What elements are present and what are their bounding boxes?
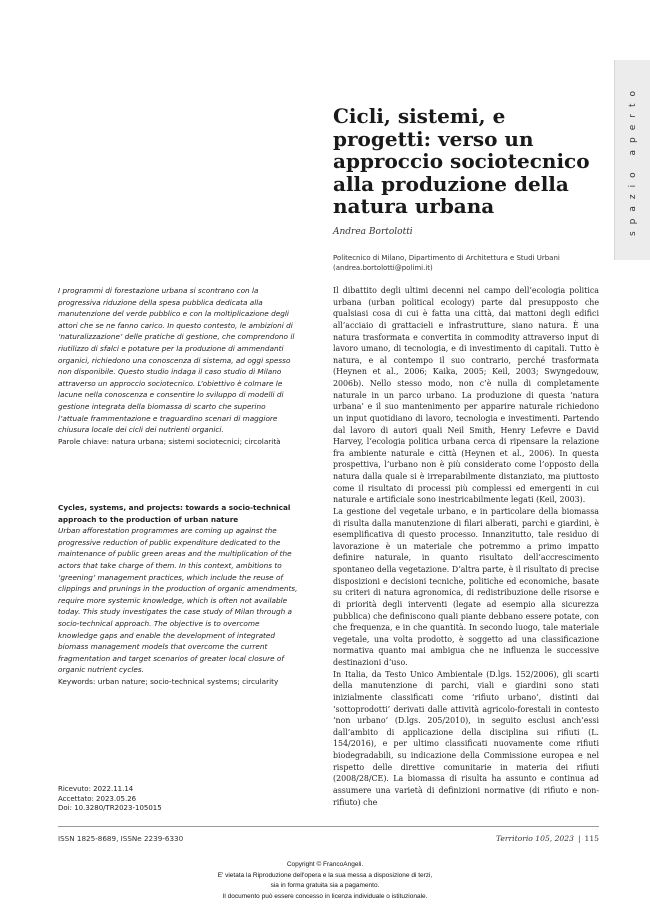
copyright-line: Copyright © FrancoAngeli. [286, 861, 364, 868]
affiliation-line: Politecnico di Milano, Dipartimento di Architettura e Studi Urbani [333, 254, 560, 262]
copyright-line: E' vietata la Riproduzione dell'opera e la sua messa a disposizione di terzi, [217, 871, 433, 879]
body-paragraph: La gestione del vegetale urbano, e in particolare della biomassa di risulta dalla manutenzione di filari alberati, parchi e giardini, è esemplificativa di questo processo. Innanzitutto, tale residuo di lavorazione è un materiale che potremmo a primo impatto definire naturale, in quanto risultato dell’accrescimento spontaneo della vegetazione. D’altra parte, è il risultato di precise disposizioni e decisioni tecniche, politiche ed economiche, basate su criteri di natura agronomica, di redistribuzione delle risorse e di priorità degli interventi (legate ad esempio alla sicurezza pubblica) che definiscono quali piante debbano essere potate, con che frequenza, e in che quantità. In secondo luogo, tale materiale vegetale, una volta prodotto, è soggetto ad una classificazione normativa quanto mai ambigua che ne influenza le successive destinazioni d’uso. [333, 506, 599, 667]
doi: Doi: 10.3280/TR2023-105015 [58, 804, 162, 812]
keywords-english-label: Keywords: [58, 676, 96, 686]
keywords-italian-label: Parole chiave: [58, 436, 110, 446]
keywords-italian-values: natura urbana; sistemi sociotecnici; circolarità [111, 436, 281, 446]
received-date: Ricevuto: 2022.11.14 [58, 785, 134, 793]
submission-info [58, 785, 298, 814]
abstract-english-body: Urban afforestation programmes are coming up against the progressive reduction of public expenditure dedicated to the maintenance of public green areas and the multiplication of the actors that take charge of them. In this context, ambitions to ‘greening’ management practices, which include the reuse of clippings and prunings in the production of organic amendments, require more systemic knowledge, which is often not available today. This study investigates the case study of Milan through a socio-technical approach. The objective is to overcome knowledge gaps and enable the development of integrated biomass management models that overcome the current fragmentation and target scenarios of greater local closure of organic nutrient cycles. [58, 526, 298, 675]
affiliation-email: (andrea.bortolotti@polimi.it) [333, 263, 433, 272]
abstract-english [58, 502, 298, 688]
copyright-line: Il documento può essere concesso in licenza individuale o istituzionale. [222, 892, 428, 900]
page-number: 115 [584, 834, 599, 843]
author-affiliation [333, 254, 603, 273]
footer-citation [496, 834, 599, 843]
author-name: Andrea Bortolotti [333, 227, 413, 237]
journal-name: Territorio 105, 2023 [495, 834, 574, 843]
footer-separator: | [577, 834, 581, 843]
section-tab [614, 60, 650, 260]
copyright-notice [0, 860, 650, 902]
keywords-english [58, 676, 298, 688]
abstract-english-title: Cycles, systems, and projects: towards a socio-technical approach to the production of urban nature [58, 503, 291, 524]
body-paragraph: In Italia, da Testo Unico Ambientale (D.lgs. 152/2006), gli scarti della manutenzione di parchi, viali e giardini sono stati inizialmente classificati come ‘rifiuto urbano’, distinti dai ‘sottoprodotti’ derivati dalle attività agricolo-forestali in contesto ‘non urbano’ (D.lgs. 205/2010), in seguito esclusi anch’essi dall’ambito di applicazione della disciplina sui rifiuti (L. 154/2016), e per ultimo classificati nuovamente come rifiuti biodegradabili, su indicazione della Commissione europea e nel rispetto delle direttive comunitarie in materia dei rifiuti (2008/28/CE). La biomassa di risulta ha assunto e continua ad assumere una varietà di definizioni normative (di rifiuto e non-rifiuto) che [333, 669, 599, 807]
article-body [333, 285, 599, 813]
body-paragraph: Il dibattito degli ultimi decenni nel campo dell’ecologia politica urbana (urban political ecology) parte dal presupposto che qualsiasi cosa di cui è fatta una città, dai mattoni degli edifici all’acciaio di grattacieli e infrastrutture, siano natura. È una natura trasformata e convertita in commodity attraverso input di lavoro umano, di tecnologia, e di investimento di capitali. Tutto è natura, e al contempo il suo contrario, perché trasformata (Heynen et al., 2006; Kaika, 2005; Keil, 2003; Swyngedouw, 2006b). Nello stesso modo, non c’è nulla di completamente naturale in un parco urbano. La produzione di questa ‘natura urbana’ e il suo mantenimento per apparire naturale richiedono un input quotidiano di lavoro, tecnologia e investimenti. Partendo dal lavoro di autori quali Neil Smith, Henry Lefevre e David Harvey, l’ecologia politica urbana cerca di ripensare la relazione fra ambiente naturale e città (Heynen et al., 2006). In questa prospettiva, l’urbano non è più considerato come l’opposto della natura dalla quale si è irreparabilmente distanziato, ma piuttosto come il risultato di processi più complessi ed emergenti in cui naturale e artificiale sono inestricabilmente legati (Keil, 2003). [333, 286, 599, 505]
article-title: Cicli, sistemi, e progetti: verso un approccio sociotecnico alla produzione della natura urbana [333, 104, 590, 218]
footer-divider [58, 826, 599, 827]
section-tab-label: spazio aperto [628, 83, 638, 237]
keywords-italian [58, 436, 298, 448]
keywords-english-values: urban nature; socio-technical systems; circularity [97, 676, 279, 686]
abstract-italian-body: I programmi di forestazione urbana si scontrano con la progressiva riduzione della spesa pubblica dedicata alla manutenzione del verde pubblico e con la moltiplicazione degli attori che se ne fanno carico. In questo contesto, le ambizioni di ‘naturalizzazione’ delle pratiche di gestione, che comprendono il riutilizzo di sfalci e potature per la produzione di ammendanti organici, richiedono una conoscenza di sistema, ad oggi spesso non disponibile. Questo studio indaga il caso studio di Milano attraverso un approccio sociotecnico. L’obiettivo è colmare le lacune nella conoscenza e consentire lo sviluppo di modelli di gestione integrata della biomassa di scarto che superino l’attuale frammentazione e traguardino scenari di maggiore chiusura locale dei cicli dei nutrienti organici. [58, 286, 295, 435]
accepted-date: Accettato: 2023.05.26 [58, 794, 137, 803]
footer-issn: ISSN 1825-8689, ISSNe 2239-6330 [58, 834, 184, 843]
abstract-italian [58, 285, 298, 447]
copyright-line: sia in forma gratuita sia a pagamento. [270, 882, 380, 889]
